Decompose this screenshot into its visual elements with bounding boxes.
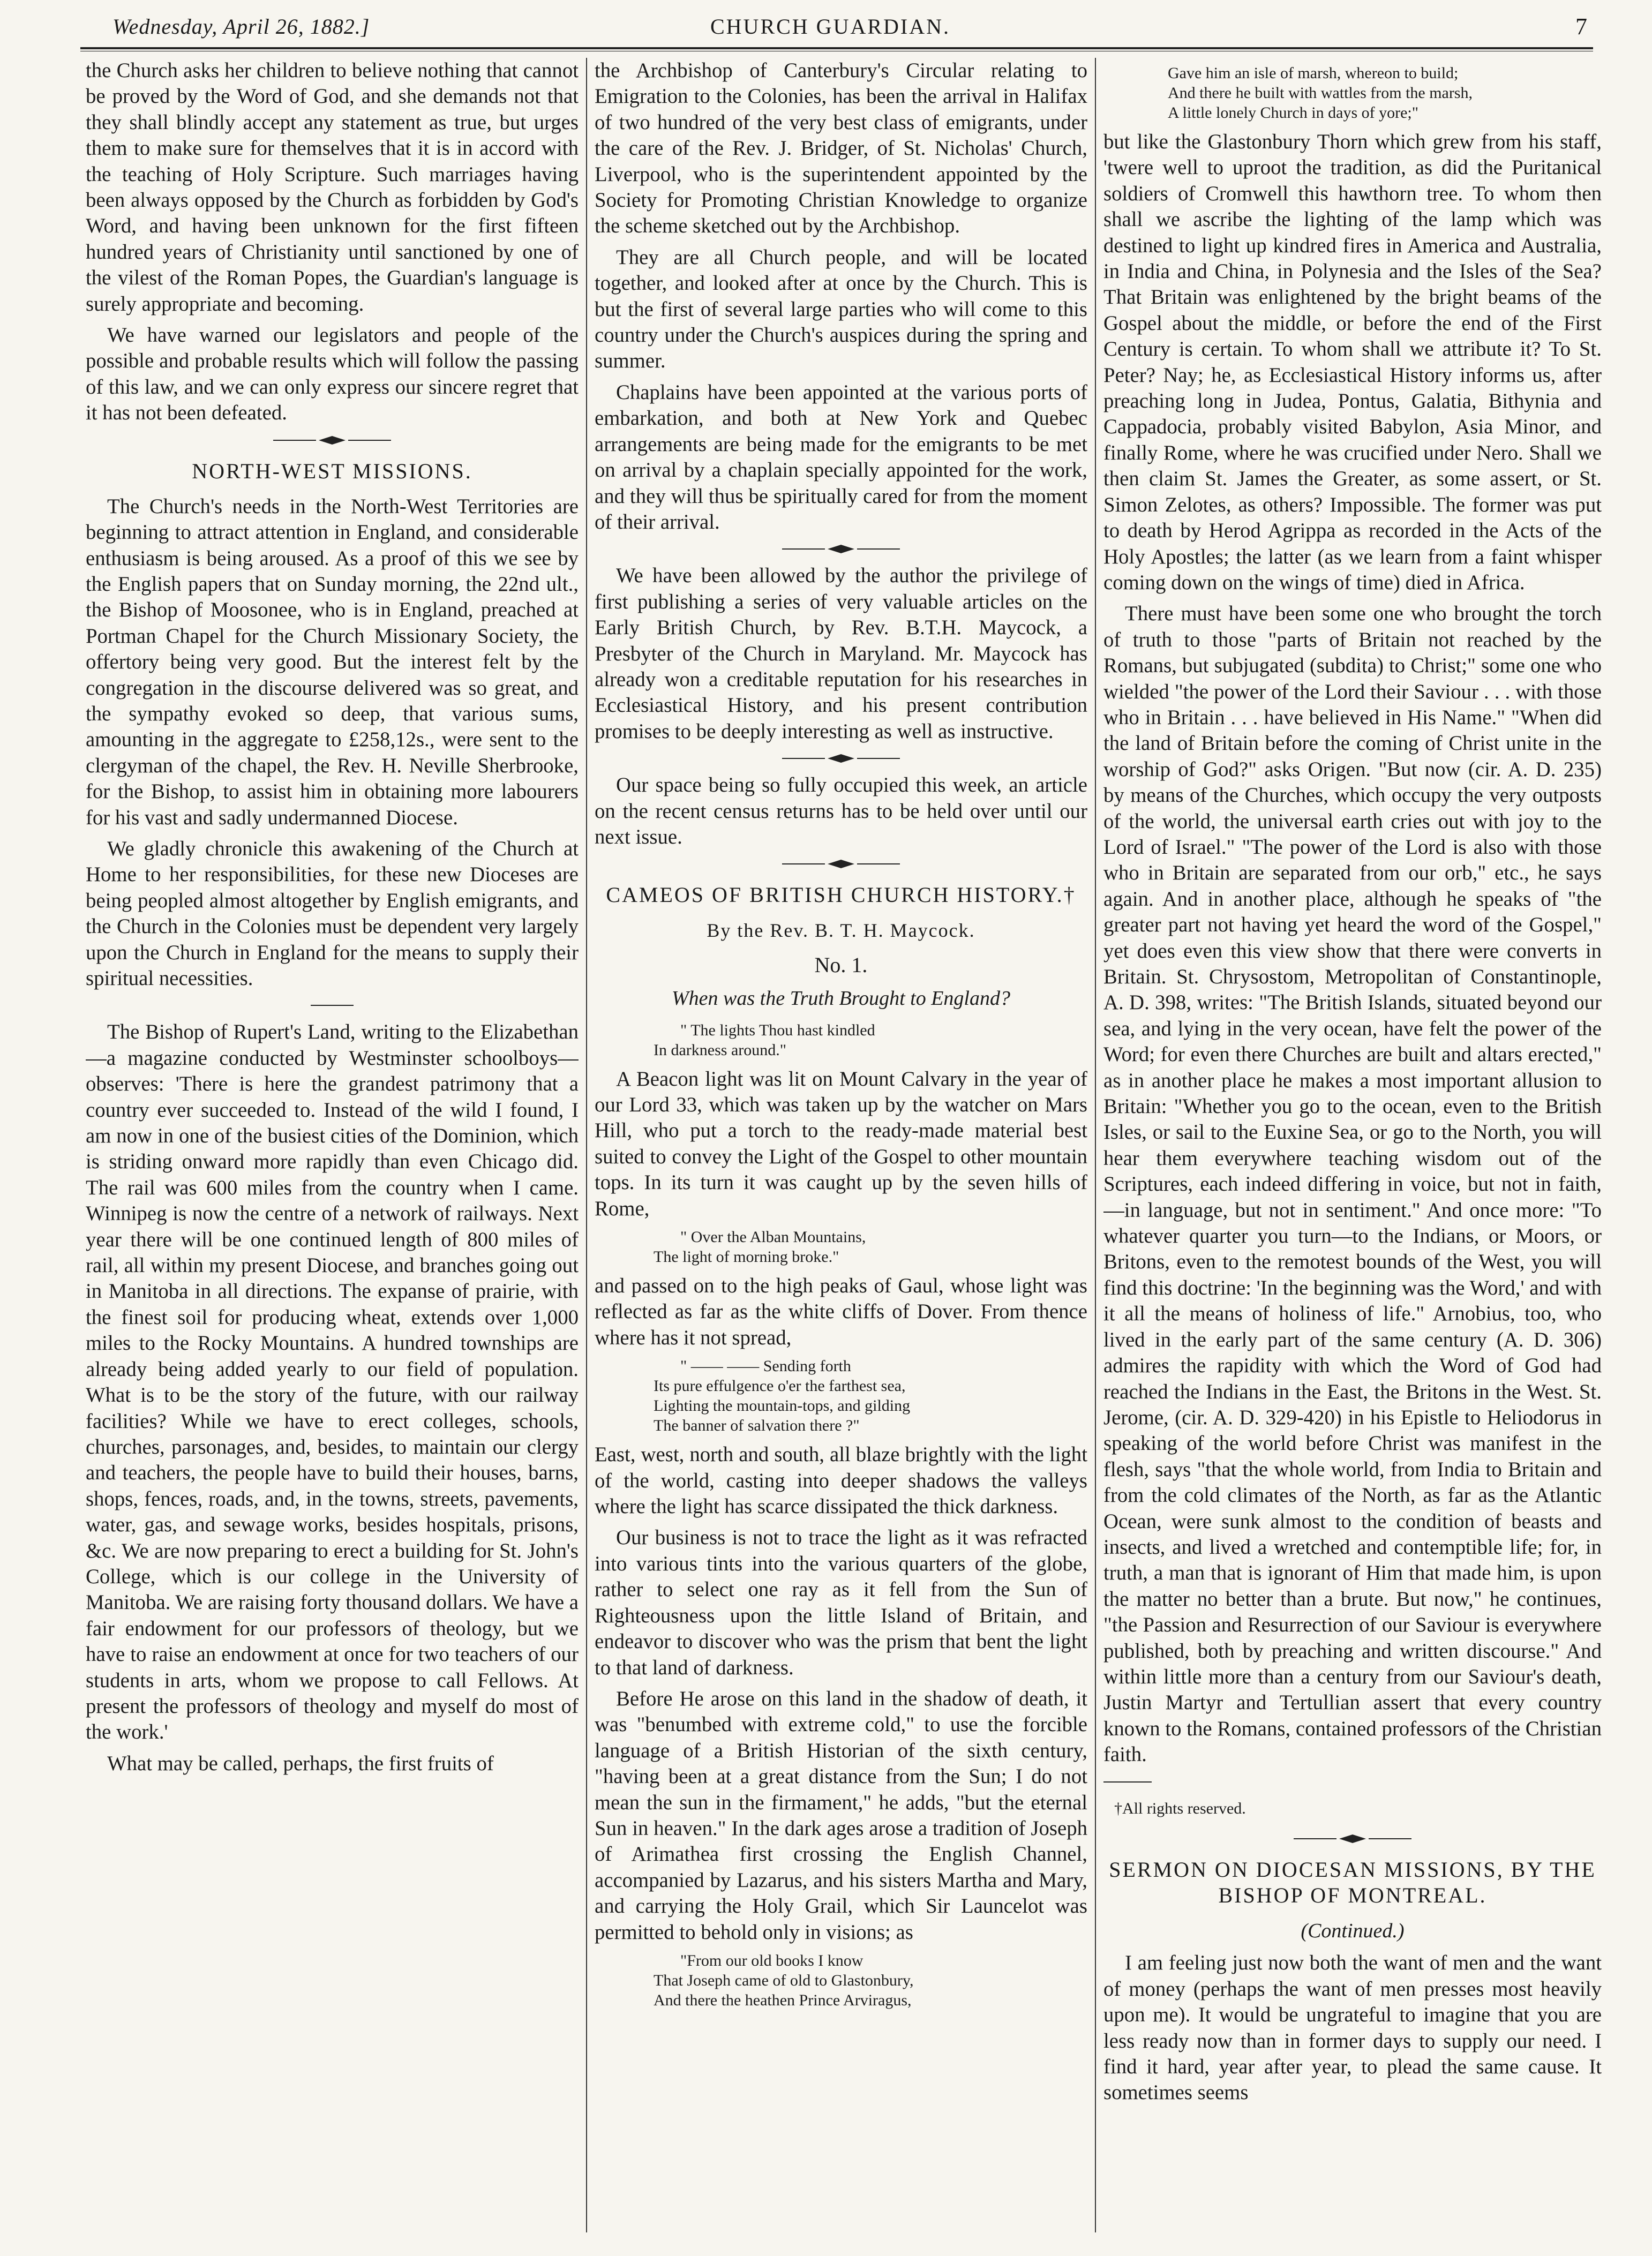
verse-line: " —— —— Sending forth <box>680 1357 851 1375</box>
ornament-divider <box>761 752 921 765</box>
article-paragraph: Our space being so fully occupied this week, an article on the recent census returns has to be held over until our next issue. <box>595 773 1087 848</box>
article-paragraph: the Church asks her children to believe nothing that cannot be proved by the Word of God, and she demands not that they shall blindly accept any statement as true, but urges them to make sure for themselves that it is in accord with the teaching of Holy Scripture. Such marriages having been always opposed by the Church as forbidden by God's Word, and having been unknown for the first fifteen hundred years of Christianity until sanctioned by one of the vilest of the Roman Popes, the Guardian's language is surely appropriate and becoming. <box>86 59 579 315</box>
continued-label: (Continued.) <box>1301 1920 1405 1942</box>
verse-line: " Over the Alban Mountains, <box>680 1228 866 1246</box>
article-paragraph: the Archbishop of Canterbury's Circular relating to Emigration to the Colonies, has been the arrival in Halifax of two hundred of the very best class of emigrants, under the care of the Rev. J. Bridger, of St. Nicholas' Church, Liverpool, who is the superintendent appointed by the Society for Promoting Christian Knowledge to organize the scheme sketched out by the Archbishop. <box>595 59 1087 238</box>
ornament-divider <box>761 858 921 870</box>
column-rule-2 <box>1095 58 1096 2232</box>
header-rule <box>80 47 1593 51</box>
verse-line: The light of morning broke." <box>654 1248 839 1266</box>
running-head-date: Wednesday, April 26, 1882.] <box>112 14 370 39</box>
verse-line: And there the heathen Prince Arviragus, <box>654 1991 912 2009</box>
running-head-title: CHURCH GUARDIAN. <box>710 14 951 39</box>
verse-quote <box>595 1356 1087 1435</box>
verse-line: Its pure effulgence o'er the farthest sea, <box>654 1377 906 1395</box>
footnote: †All rights reserved. <box>1114 1799 1246 1817</box>
column-3 <box>1103 58 1602 2238</box>
column-1 <box>86 58 579 2238</box>
verse-line: The banner of salvation there ?" <box>654 1417 860 1435</box>
column-rule-1 <box>586 58 587 2232</box>
article-paragraph: The Church's needs in the North-West Territories are beginning to attract attention in England, and considerable enthusiasm is being aroused. As a proof of this we see by the English papers that on Sunday morning, the 22nd ult., the Bishop of Moosonee, who is in England, preached at Portman Chapel for the Church Missionary Society, the offertory being very good. But the interest felt by the congregation in the discourse delivered was so great, and the sympathy evoked so deep, that various sums, amounting in the aggregate to £258,12s., were sent to the clergyman of the chapel, the Rev. H. Neville Sherbrooke, for the Bishop, to assist him in obtaining more labourers for his vast and sadly undermanned Diocese. <box>86 494 579 829</box>
ornament-divider <box>1272 1832 1433 1845</box>
section-heading-cameos: CAMEOS OF BRITISH CHURCH HISTORY.† <box>606 883 1076 907</box>
verse-line: " The lights Thou hast kindled <box>680 1021 875 1039</box>
verse-line: And there he built with wattles from the marsh, <box>1168 84 1473 102</box>
article-question: When was the Truth Brought to England? <box>672 987 1010 1010</box>
article-paragraph: East, west, north and south, all blaze brightly with the light of the world, casting into deeper shadows the valleys where the light has scarce dissipated the thick darkness. <box>595 1443 1087 1518</box>
article-paragraph: Before He arose on this land in the shadow of death, it was "benumbed with extreme cold," to use the forcible language of a British Historian of the sixth century, "having been at a great distance from the Sun; I do not mean the sun in the firmament," he adds, "but the eternal Sun in heaven." In the dark ages arose a tradition of Joseph of Arimathea first crossing the English Channel, accompanied by Lazarus, and his sisters Martha and Mary, and carrying the Holy Grail, which Sir Launcelot was permitted to behold only in visions; as <box>595 1687 1087 1944</box>
verse-line: Gave him an isle of marsh, whereon to build; <box>1168 64 1459 82</box>
verse-quote <box>1103 63 1602 123</box>
article-paragraph: We have been allowed by the author the privilege of first publishing a series of very valuable articles on the Early British Church, by Rev. B.T.H. Maycock, a Presbyter of the Church in Maryland. Mr. Maycock has already won a creditable reputation for his researches in Ecclesiastical History, and his present contribution promises to be deeply interesting as well as instructive. <box>595 564 1087 743</box>
article-paragraph: Our business is not to trace the light as it was refracted into various tints into the various quarters of the globe, rather to select one ray as it fell from the Sun of Righteousness upon the little Island of Britain, and endeavor to discover who was the prism that bent the light to that land of darkness. <box>595 1526 1087 1679</box>
article-paragraph: What may be called, perhaps, the first fruits of <box>107 1751 494 1775</box>
ornament-divider <box>252 434 412 447</box>
article-paragraph: I am feeling just now both the want of men and the want of money (perhaps the want of men presses most heavily upon me). It would be ungrateful to imagine that you are less ready now than in former days to supply our need. I find it hard, year after year, to plead the same cause. It sometimes seems <box>1103 1951 1602 2104</box>
verse-quote <box>595 1020 1087 1060</box>
section-heading-north-west-missions: NORTH-WEST MISSIONS. <box>192 458 472 483</box>
article-paragraph: They are all Church people, and will be located together, and looked after at once by the Church. This is but the first of several large parties who will come to this country under the Church's auspices during the spring and summer. <box>595 245 1087 373</box>
verse-line: That Joseph came of old to Glastonbury, <box>654 1971 914 1989</box>
column-2 <box>595 58 1087 2238</box>
short-rule <box>1103 1776 1264 1788</box>
article-paragraph: Chaplains have been appointed at the various ports of embarkation, and both at New York and Quebec arrangements are being made for the emigrants to be met on arrival by a chaplain specially appointed for the work, and they will thus be spiritually cared for from the moment of their arrival. <box>595 380 1087 533</box>
article-paragraph: The Bishop of Rupert's Land, writing to the Elizabethan—a magazine conducted by Westminster schoolboys—observes: 'There is here the grandest patrimony that a country ever succeeded to. Instead of the wild I found, I am now in one of the busiest cities of the Dominion, which is striding onward more rapidly than even Chicago did. The rail was 600 miles from the country when I came. Winnipeg is now the centre of a network of railways. Next year there will be one continued length of 800 miles of rail, all within my present Diocese, and branches going out in Manitoba in all directions. The expanse of prairie, with the finest soil for producing wheat, extends over 1,000 miles to the Rocky Mountains. A hundred townships are already being added yearly to our field of population. What is to be the story of the future, with our railway facilities? While we have to erect colleges, schools, churches, parsonages, and, besides, to maintain our clergy and teachers, the people have to build their houses, barns, shops, fences, roads, and, in the towns, streets, pavements, water, gas, and sewage works, besides hospitals, prisons, &c. We are now preparing to erect a building for St. John's College, which is our college in the University of Manitoba. We are raising forty thousand dollars. We have a fair endowment for our professors of theology, but we have to raise an endowment at once for two teachers of our students in arts, whom we propose to call Fellows. At present the professors of theology and myself do most of the work.' <box>86 1020 579 1744</box>
verse-line: "From our old books I know <box>680 1951 863 1969</box>
verse-quote <box>595 1951 1087 2010</box>
verse-line: Lighting the mountain-tops, and gilding <box>654 1397 911 1415</box>
article-paragraph: We gladly chronicle this awakening of the Church at Home to her responsibilities, for these new Dioceses are being peopled almost altogether by English emigrants, and the Church in the Colonies must be dependent very largely upon the Church in England for the means to supply their spiritual necessities. <box>86 837 579 990</box>
article-paragraph: A Beacon light was lit on Mount Calvary in the year of our Lord 33, which was taken up by the watcher on Mars Hill, who put a torch to the ready-made material best suited to convey the Light of the Gospel to other mountain tops. In its turn it was caught up by the seven hills of Rome, <box>595 1067 1087 1220</box>
page-number: 7 <box>1575 13 1588 40</box>
verse-line: A little lonely Church in days of yore;" <box>1168 104 1419 122</box>
short-rule <box>252 999 412 1012</box>
article-paragraph: There must have been some one who brought the torch of truth to those "parts of Britain not reached by the Romans, but subjugated (subdita) to Christ;" some one who wielded "the power of the Lord their Saviour . . . with those who in Britain . . . have believed in His Name." "When did the land of Britain before the coming of Christ unite in the worship of God?" asks Origen. "But now (cir. A. D. 235) by means of the Churches, which occupy the very outposts of the world, the universal earth cries out with joy to the Lord of Israel." "The power of the Lord is also with those who in Britain are separated from our orb," etc., he says again. And in another place, although he speaks of "the greater part not having yet heard the word of the Gospel," yet does even this view show that there were converts in Britain. St. Chrysostom, Metropolitan of Constantinople, A. D. 398, writes: "The British Islands, situated beyond our sea, and lying in the very ocean, have felt the power of the Word; for even there Churches are built and altars erected," as in another place he makes a most important allusion to Britain: "Whether you go to the ocean, even to the British Isles, or sail to the Euxine Sea, or go to the North, you will hear them everywhere teaching wisdom out of the Scriptures, each indeed differing in voice, but not in faith,—in language, but not in sentiment." And once more: "To whatever quarter you turn—to the Indians, or Moors, or Britons, even to the remotest bounds of the West, you will find this doctrine: 'In the beginning was the Word,' and with it all the means of holiness of life." Arnobius, too, who lived in the early part of the same century (A. D. 306) admires the rapidity with which the Word of God had reached the Indians in the East, the Britons in the West. St. Jerome, (cir. A. D. 329-420) in his Epistle to Heliodorus in speaking of the world before Christ was manifest in the flesh, says "that the whole world, from India to Britain and from the cold climates of the North, as far as the Atlantic Ocean, were sunk almost to the condition of beasts and insects, and lived a wretched and contemptible life; for, in truth, a man that is ignorant of Him that made him, is upon the matter no better than a brute. But now," he continues, "the Passion and Resurrection of our Saviour is everywhere published, both by preaching and written discourse." And within little more than a century from our Saviour's death, Justin Martyr and Tertullian assert that every country known to the Romans, contained professors of the Christian faith. <box>1103 602 1602 1766</box>
article-number: No. 1. <box>814 952 868 977</box>
verse-quote <box>595 1227 1087 1267</box>
verse-line: In darkness around." <box>654 1041 787 1059</box>
article-paragraph: We have warned our legislators and people of the possible and probable results which will follow the passing of this law, and we can only express our sincere regret that it has not been defeated. <box>86 324 579 425</box>
article-paragraph: but like the Glastonbury Thorn which grew from his staff, 'twere well to uproot the tradition, as did the Puritanical soldiers of Cromwell this hawthorn tree. To whom then shall we ascribe the lighting of the lamp which was destined to light up kindred fires in America and Australia, in India and China, in Polynesia and the Isles of the Sea? That Britain was enlightened by the bright beams of the Gospel about the middle, or before the end of the First Century is certain. To whom shall we attribute it? To St. Peter? Nay; he, as Ecclesiastical History informs us, after preaching long in Judea, Pontus, Galatia, Bithynia and Cappadocia, probably visited Babylon, Asia Minor, and finally Rome, where he was crucified under Nero. Shall we then claim St. James the Greater, as some assert, or St. Simon Zelotes, as others? Impossible. The former was put to death by Herod Agrippa as recorded in the Acts of the Holy Apostles; the latter (as we learn from a faint whisper coming down on the wings of time) died in Africa. <box>1103 130 1602 594</box>
ornament-divider <box>761 543 921 555</box>
byline: By the Rev. B. T. H. Maycock. <box>707 920 975 942</box>
article-paragraph: and passed on to the high peaks of Gaul, whose light was reflected as far as the white cliffs of Dover. From thence where has it not spread, <box>595 1274 1087 1349</box>
section-heading-sermon: SERMON ON DIOCESAN MISSIONS, BY THE BISHOP OF MONTREAL. <box>1109 1858 1596 1907</box>
